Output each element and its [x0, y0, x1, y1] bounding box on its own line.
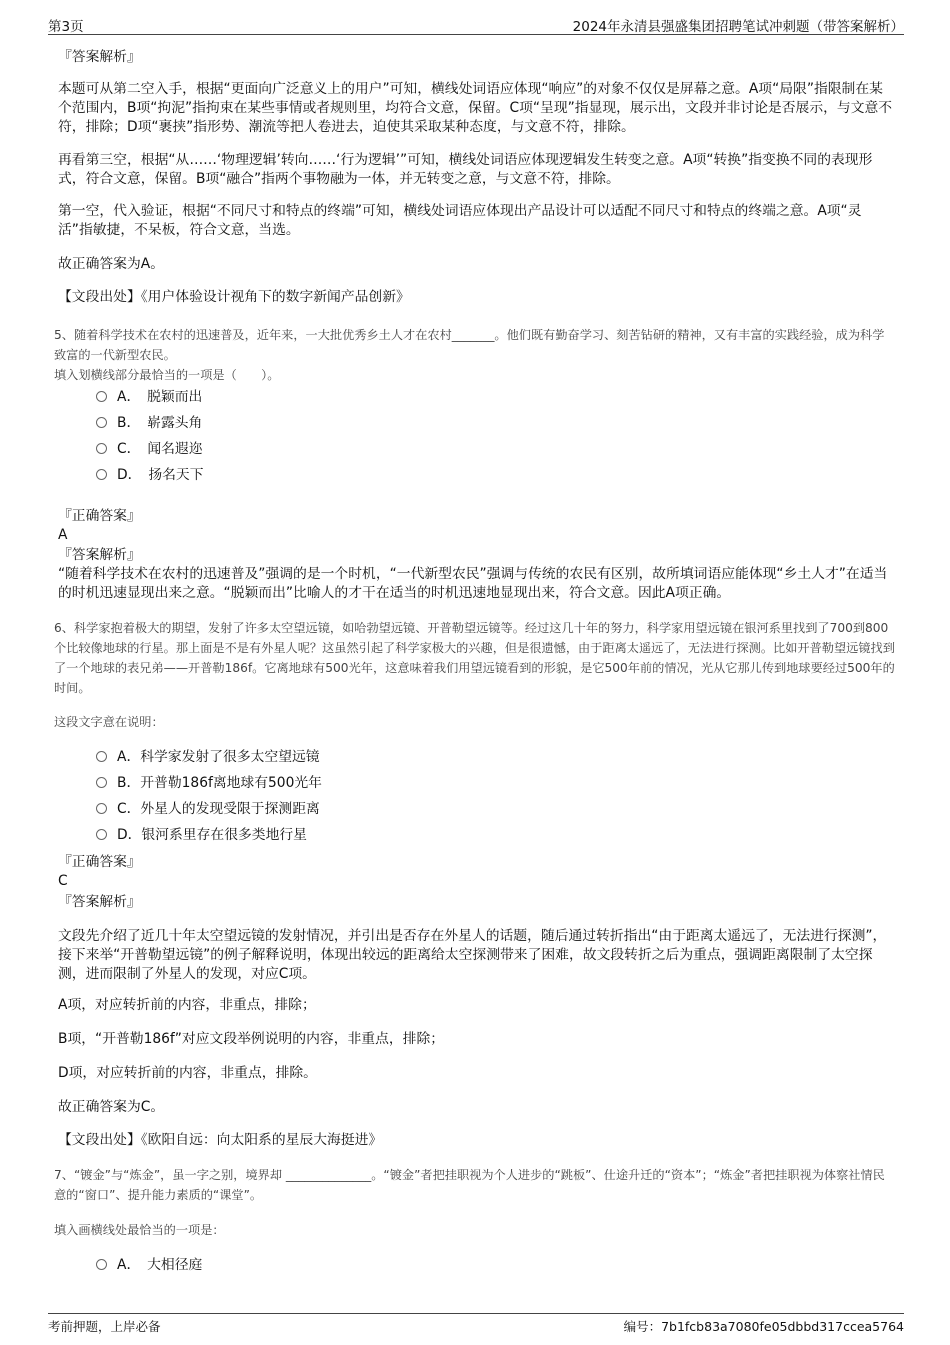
- analysis-paragraph: A项，对应转折前的内容，非重点，排除；: [58, 997, 316, 1013]
- radio-icon[interactable]: [96, 443, 107, 454]
- question-prompt: 填入画横线处最恰当的一项是：: [54, 1223, 225, 1237]
- question-stem: 5、随着科学技术在农村的迅速普及，近年来，一大批优秀乡土人才在农村_______。他们既有勤奋学习、刻苦钻研的精神，又有丰富的实践经验，成为科学致富的一代新型农民。: [54, 328, 885, 362]
- analysis-paragraph: B项，“开普勒186f”对应文段举例说明的内容，非重点，排除；: [58, 1031, 445, 1047]
- analysis-label: 『答案解析』: [58, 49, 141, 65]
- question-stem: 6、科学家抱着极大的期望，发射了许多太空望远镜，如哈勃望远镜、开普勒望远镜等。经过这几十年的努力，科学家用望远镜在银河系里找到了700到800个比较像地球的行星。那上面是不是有外星人呢？这虽然引起了科学家极大的兴趣，但是很遗憾，由于距离太遥远了，无法进行探测。比如开普勒望远镜找到了一个地球的表兄弟——开普勒186f。它离地球有500光年，这意味着我们用望远镜看到的形貌，是它500年前的情况，光从它那儿传到地球要经过500年的时间。: [54, 621, 895, 695]
- correct-answer: C: [58, 873, 68, 889]
- option-b[interactable]: B． 崭露头角: [96, 413, 202, 433]
- footer-slogan: 考前押题，上岸必备: [48, 1319, 161, 1334]
- document-title: 2024年永清县强盛集团招聘笔试冲刺题（带答案解析）: [572, 19, 904, 35]
- radio-icon[interactable]: [96, 751, 107, 762]
- page-number: 第3页: [48, 19, 84, 35]
- radio-icon[interactable]: [96, 391, 107, 402]
- question-prompt: 这段文字意在说明：: [54, 715, 164, 729]
- option-d[interactable]: D． 扬名天下: [96, 465, 204, 485]
- radio-icon[interactable]: [96, 777, 107, 788]
- source-citation: 【文段出处】《欧阳自远：向太阳系的星辰大海挺进》: [58, 1132, 383, 1148]
- page-header: [48, 14, 904, 35]
- option-a[interactable]: A． 脱颖而出: [96, 387, 202, 407]
- option-d[interactable]: D．银河系里存在很多类地行星: [96, 825, 307, 845]
- question-stem: 7、“镀金”与“炼金”，虽一字之别，境界却 ______________。“镀金”者把挂职视为个人进步的“跳板”、仕途升迁的“资本”；“炼金”者把挂职视为体察社情民意的“窗口”、提升能力素质的“课堂”。: [54, 1168, 885, 1202]
- correct-answer: A: [58, 527, 68, 543]
- option-c[interactable]: C． 闻名遐迩: [96, 439, 203, 459]
- analysis-paragraph: 第一空，代入验证，根据“不同尺寸和特点的终端”可知，横线处词语应体现出产品设计可以适配不同尺寸和特点的终端之意。A项“灵活”指敏捷，不呆板，符合文意，当选。: [58, 203, 862, 238]
- question-prompt: 填入划横线部分最恰当的一项是（ ）。: [54, 368, 280, 382]
- radio-icon[interactable]: [96, 829, 107, 840]
- analysis-paragraph: D项，对应转折前的内容，非重点，排除。: [58, 1065, 317, 1081]
- page-footer: [48, 1313, 904, 1332]
- correct-answer-label: 『正确答案』: [58, 508, 141, 524]
- analysis-label: 『答案解析』: [58, 547, 141, 563]
- analysis-conclusion: 故正确答案为C。: [58, 1099, 165, 1115]
- analysis-paragraph: 文段先介绍了近几十年太空望远镜的发射情况，并引出是否存在外星人的话题，随后通过转折指出“由于距离太遥远了，无法进行探测”，接下来举“开普勒望远镜”的例子解释说明，体现出较远的距离给太空探测带来了困难，故文段转折之后为重点，强调距离限制了太空探测，进而限制了外星人的发现，对应C项。: [58, 928, 887, 982]
- source-citation: 【文段出处】《用户体验设计视角下的数字新闻产品创新》: [58, 289, 410, 305]
- option-a[interactable]: A．科学家发射了很多太空望远镜: [96, 747, 320, 767]
- analysis-paragraph: 再看第三空，根据“从……‘物理逻辑’转向……‘行为逻辑’”可知，横线处词语应体现逻辑发生转变之意。A项“转换”指变换不同的表现形式，符合文意，保留。B项“融合”指两个事物融为一体，并无转变之意，与文意不符，排除。: [58, 152, 873, 187]
- radio-icon[interactable]: [96, 803, 107, 814]
- analysis-label: 『答案解析』: [58, 894, 141, 910]
- analysis-paragraph: 本题可从第二空入手，根据“更面向广泛意义上的用户”可知，横线处词语应体现“响应”的对象不仅仅是屏幕之意。A项“局限”指限制在某个范围内，B项“拘泥”指拘束在某些事情或者规则里，均符合文意，保留。C项“呈现”指显现，展示出，文段并非讨论是否展示，与文意不符，排除；D项“裹挟”指形势、潮流等把人卷进去，迫使其采取某种态度，与文意不符，排除。: [58, 81, 893, 135]
- document-id: 编号：7b1fcb83a7080fe05dbbd317ccea5764: [623, 1319, 904, 1334]
- correct-answer-label: 『正确答案』: [58, 854, 141, 870]
- option-a[interactable]: A． 大相径庭: [96, 1255, 202, 1275]
- radio-icon[interactable]: [96, 1259, 107, 1270]
- radio-icon[interactable]: [96, 469, 107, 480]
- radio-icon[interactable]: [96, 417, 107, 428]
- option-b[interactable]: B．开普勒186f离地球有500光年: [96, 773, 322, 793]
- option-c[interactable]: C．外星人的发现受限于探测距离: [96, 799, 320, 819]
- analysis-paragraph: “随着科学技术在农村的迅速普及”强调的是一个时机，“一代新型农民”强调与传统的农民有区别，故所填词语应能体现“乡土人才”在适当的时机迅速显现出来之意。“脱颖而出”比喻人的才干在适当的时机迅速地显现出来，符合文意。因此A项正确。: [58, 566, 888, 601]
- analysis-conclusion: 故正确答案为A。: [58, 256, 165, 272]
